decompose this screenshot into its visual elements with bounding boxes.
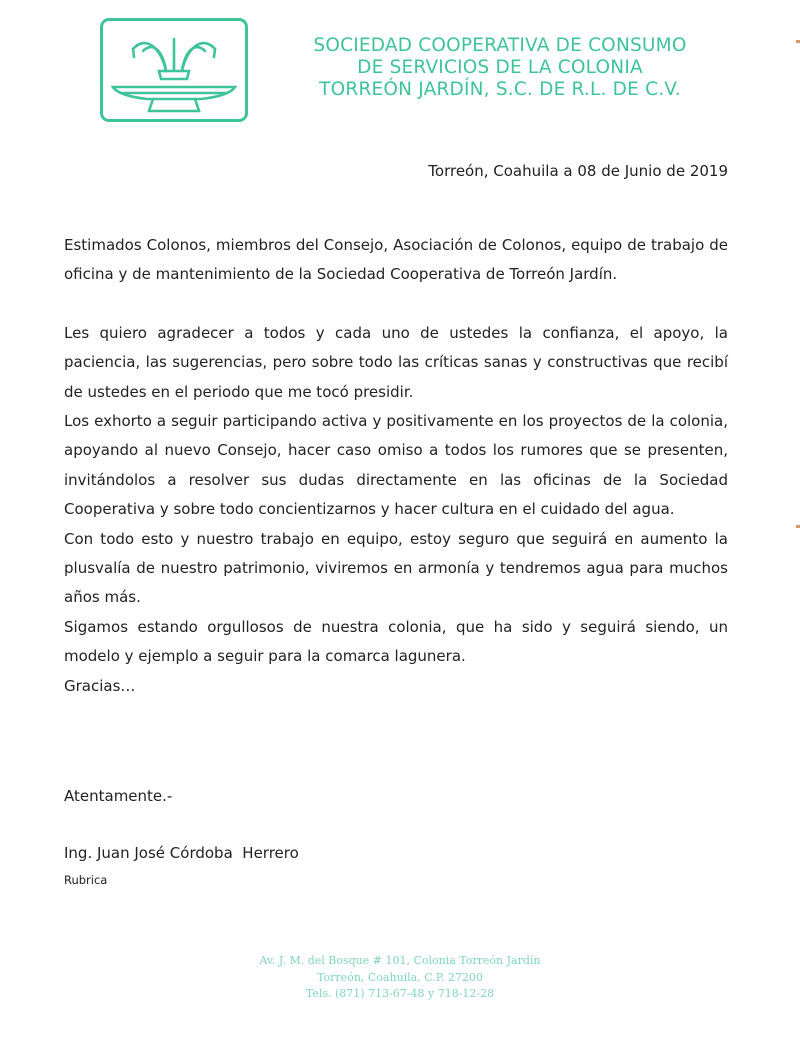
- org-name-line-1: SOCIEDAD COOPERATIVA DE CONSUMO: [313, 35, 687, 56]
- signature-note: Rubrica: [64, 873, 108, 887]
- letter-body: [64, 231, 728, 701]
- teamwork-paragraph: Con todo esto y nuestro trabajo en equipo, estoy seguro que seguirá en aumento la plusvalía de nuestro patrimonio, viviremos en armonía y tendremos agua para muchos años más.: [64, 529, 728, 607]
- exhortation-paragraph: Los exhorto a seguir participando activa y positivamente en los proyectos de la colonia, apoyando al nuevo Consejo, hacer caso omiso a todos los rumores que se presenten, invitándolos a resolver sus dudas directamente en las oficinas de la Sociedad Cooperativa y sobre todo concientizarnos y hacer cultura en el cuidado del agua.: [64, 412, 728, 519]
- thanks-paragraph: Les quiero agradecer a todos y cada uno de ustedes la confianza, el apoyo, la paciencia, las sugerencias, pero sobre todo las críticas sanas y constructivas que recibí de ustedes en el periodo que me tocó presidir.: [64, 323, 728, 401]
- scan-edge-mark: [796, 40, 800, 43]
- footer-phones: Tels. (871) 713-67-48 y 718-12-28: [305, 987, 495, 1000]
- letter-date: Torreón, Coahuila a 08 de Junio de 2019: [428, 162, 728, 180]
- footer-street: Av. J. M. del Bosque # 101, Colonia Torreón Jardín: [259, 954, 541, 967]
- greeting-paragraph: Estimados Colonos, miembros del Consejo, Asociación de Colonos, equipo de trabajo de oficina y de mantenimiento de la Sociedad Cooperativa de Torreón Jardín.: [64, 236, 728, 284]
- scan-edge-mark: [796, 525, 800, 528]
- footer-address: [200, 953, 600, 1003]
- closing-salutation: Atentamente.-: [64, 787, 173, 805]
- org-name-line-2: DE SERVICIOS DE LA COLONIA: [357, 57, 643, 78]
- pride-paragraph: Sigamos estando orgullosos de nuestra colonia, que ha sido y seguirá siendo, un modelo y ejemplo a seguir para la comarca lagunera.: [64, 617, 728, 666]
- fountain-icon: [103, 21, 245, 119]
- org-name-line-3: TORREÓN JARDÍN, S.C. DE R.L. DE C.V.: [319, 79, 681, 100]
- footer-city: Torreón, Coahuila, C.P. 27200: [317, 970, 483, 984]
- signer-name: Ing. Juan José Córdoba Herrero: [64, 844, 299, 862]
- gratitude-line: Gracias…: [64, 676, 136, 695]
- cooperative-logo: [100, 18, 248, 122]
- organization-name: [290, 35, 710, 101]
